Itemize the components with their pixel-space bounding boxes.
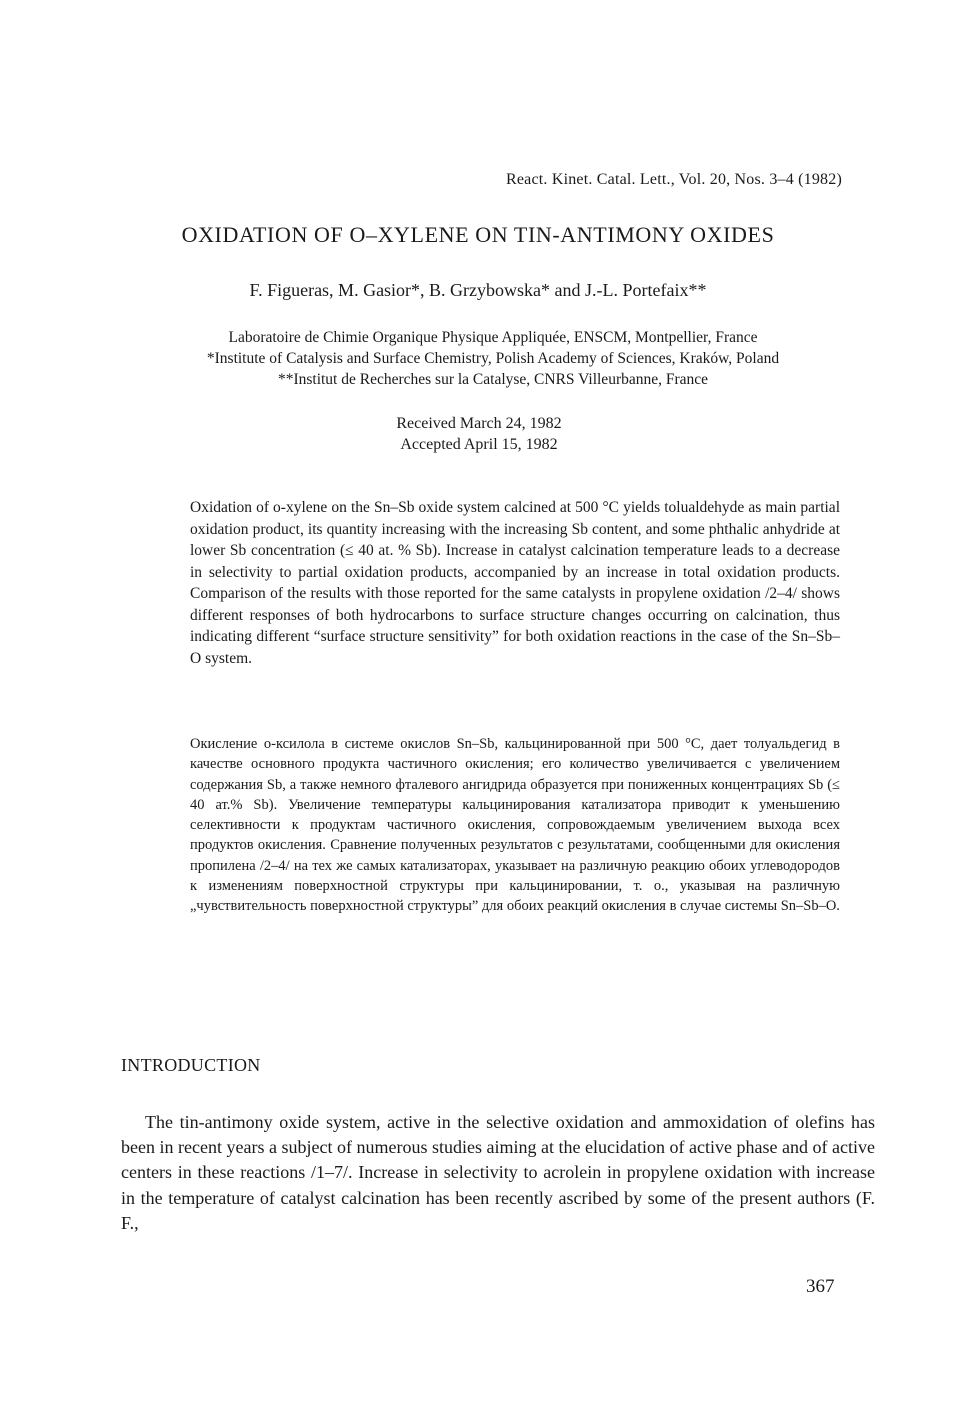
affiliation-1: Laboratoire de Chimie Organique Physique Appliquée, ENSCM, Montpellier, France [228, 329, 758, 346]
affiliation-2: *Institute of Catalysis and Surface Chemistry, Polish Academy of Sciences, Kraków, Poland [206, 350, 780, 367]
page-number: 367 [806, 1276, 835, 1297]
abstract-russian: Окисление о-ксилола в системе окислов Sn–Sb, кальцинированной при 500 °C, дает толуальдегид в качестве основного продукта частичного окисления; его количество увеличивается с увеличением содержания Sb, а также немного фталевого ангидрида образуется при пониженных концентрациях Sb (≤ 40 ат.% Sb). Увеличение температуры кальцинирования катализатора приводит к уменьшению селективности к продуктам частичного окисления, сопровождаемым увеличением выхода всех продуктов окисления. Сравнение полученных результатов с результатами, сообщенными для окисления пропилена /2–4/ на тех же самых катализаторах, указывает на различную реакцию обоих углеводородов к изменениям поверхностной структуры при кальцинировании, т. о., указывая на различную „чувствительность поверхностной структуры” для обоих реакций окисления в случае системы Sn–Sb–O. [190, 736, 840, 915]
abstract-english: Oxidation of o-xylene on the Sn–Sb oxide system calcined at 500 °C yields tolualdehyde as main partial oxidation product, its quantity increasing with the increasing Sb content, and some phthalic anhydride at lower Sb concentration (≤ 40 at. % Sb). Increase in catalyst calcination temperature leads to a decrease in selectivity to partial oxidation products, accompanied by an increase in total oxidation products. Comparison of the results with those reported for the same catalysts in propylene oxidation /2–4/ shows different responses of both hydrocarbons to surface structure changes occurring on calcination, thus indicating different “surface structure sensitivity” for both oxidation reactions in the case of the Sn–Sb–O system. [190, 499, 840, 667]
introduction-paragraph: The tin-antimony oxide system, active in the selective oxidation and ammoxidation of olefins has been in recent years a subject of numerous studies aiming at the elucidation of active phase and of active centers in these reactions /1–7/. Increase in selectivity to acrolein in propylene oxidation with increase in the temperature of catalyst calcination has been recently ascribed by some of the present authors (F. F., [121, 1112, 875, 1233]
article-dates [0, 413, 958, 455]
journal-reference: React. Kinet. Catal. Lett., Vol. 20, Nos. 3–4 (1982) [506, 171, 842, 188]
received-date: Received March 24, 1982 [396, 415, 562, 432]
affiliations [0, 327, 976, 390]
affiliation-3: **Institut de Recherches sur la Catalyse, CNRS Villeurbanne, France [277, 371, 709, 388]
accepted-date: Accepted April 15, 1982 [400, 436, 558, 453]
article-title: OXIDATION OF O–XYLENE ON TIN-ANTIMONY OXIDES [181, 222, 775, 247]
introduction-heading: INTRODUCTION [121, 1055, 261, 1075]
author-list: F. Figueras, M. Gasior*, B. Grzybowska* and J.-L. Portefaix** [249, 280, 707, 300]
